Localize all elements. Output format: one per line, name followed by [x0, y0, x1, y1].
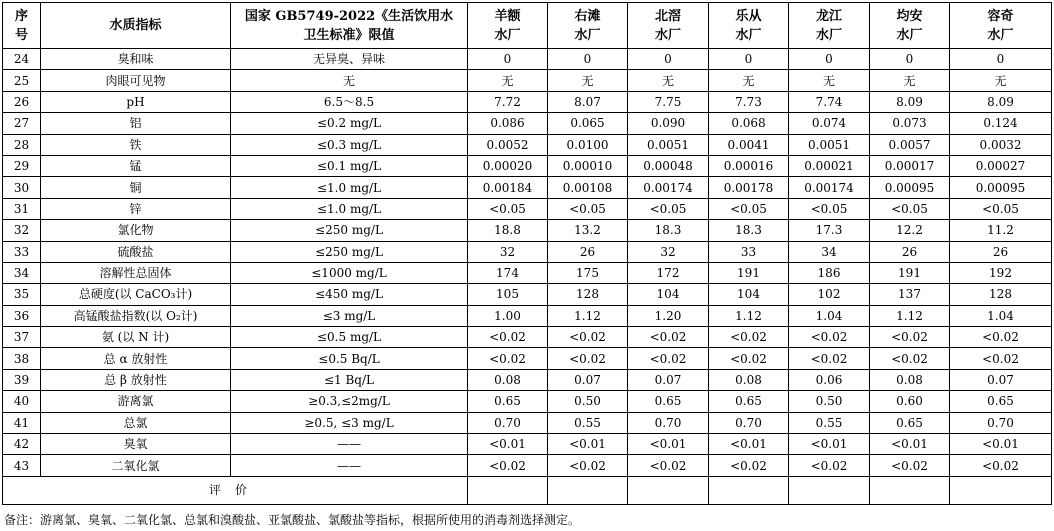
plant-value: 13.2	[548, 220, 628, 241]
plant-value: 0.00178	[709, 177, 789, 198]
table-row	[3, 198, 1052, 219]
indicator-name: 臭和味	[41, 49, 231, 70]
plant-value: 0.068	[709, 113, 789, 134]
plant-value: 18.3	[709, 220, 789, 241]
indicator-name: 硫酸盐	[41, 241, 231, 262]
plant-value: <0.02	[950, 455, 1052, 476]
plant-value: 18.3	[628, 220, 709, 241]
plant-value: 186	[789, 262, 870, 283]
plant-value: 0.60	[870, 391, 950, 412]
plant-value: <0.02	[870, 455, 950, 476]
plant-value: 0.00048	[628, 155, 709, 176]
plant-value: 0.65	[468, 391, 548, 412]
table-row	[3, 348, 1052, 369]
plant-value: 0.55	[548, 412, 628, 433]
plant-value: <0.01	[870, 434, 950, 455]
plant-value: 0.00021	[789, 155, 870, 176]
indicator-name: 总氯	[41, 412, 231, 433]
plant-value: 191	[709, 262, 789, 283]
plant-value: <0.05	[789, 198, 870, 219]
table-row	[3, 412, 1052, 433]
plant-value: 0	[548, 49, 628, 70]
indicator-name: 臭氧	[41, 434, 231, 455]
plant-value: <0.02	[950, 327, 1052, 348]
plant-value: <0.02	[709, 327, 789, 348]
plant-value: <0.01	[950, 434, 1052, 455]
plant-value: 1.12	[709, 305, 789, 326]
standard-limit: ≤0.2 mg/L	[231, 113, 468, 134]
plant-value: 17.3	[789, 220, 870, 241]
plant-value: 175	[548, 262, 628, 283]
table-row	[3, 305, 1052, 326]
footnote: 备注：游离氯、臭氧、二氧化氯、总氯和溴酸盐、亚氯酸盐、氯酸盐等指标，根据所使用的消毒剂选择测定。	[4, 513, 581, 527]
plant-value: 33	[709, 241, 789, 262]
plant-value: <0.01	[548, 434, 628, 455]
plant-value: 102	[789, 284, 870, 305]
indicator-name: 氨 (以 N 计)	[41, 327, 231, 348]
plant-value: 137	[870, 284, 950, 305]
indicator-name: 总硬度(以 CaCO₃计)	[41, 284, 231, 305]
header-row	[3, 3, 1052, 49]
indicator-name: 氯化物	[41, 220, 231, 241]
row-number: 42	[3, 434, 41, 455]
header-indicator: 水质指标	[41, 3, 231, 49]
plant-value: <0.02	[789, 455, 870, 476]
indicator-name: 铝	[41, 113, 231, 134]
row-number: 41	[3, 412, 41, 433]
standard-limit: ≤1000 mg/L	[231, 262, 468, 283]
table-row	[3, 220, 1052, 241]
row-number: 35	[3, 284, 41, 305]
indicator-name: 总 α 放射性	[41, 348, 231, 369]
plant-value: 无	[709, 70, 789, 91]
plant-value: 0.086	[468, 113, 548, 134]
table-row	[3, 434, 1052, 455]
plant-value: <0.05	[709, 198, 789, 219]
plant-value: 1.20	[628, 305, 709, 326]
plant-value: 0.090	[628, 113, 709, 134]
plant-value: <0.01	[468, 434, 548, 455]
plant-value: 128	[548, 284, 628, 305]
plant-value: 18.8	[468, 220, 548, 241]
plant-value: 0.0032	[950, 134, 1052, 155]
indicator-name: 高锰酸盐指数(以 O₂计)	[41, 305, 231, 326]
plant-value: 0.00095	[870, 177, 950, 198]
plant-value: 0.50	[548, 391, 628, 412]
row-number: 39	[3, 369, 41, 390]
plant-value: 26	[870, 241, 950, 262]
table-row	[3, 369, 1052, 390]
plant-value: <0.02	[950, 348, 1052, 369]
plant-value: 0.55	[789, 412, 870, 433]
plant-value: 0.065	[548, 113, 628, 134]
evaluation-cell	[709, 476, 789, 504]
plant-value: 0.074	[789, 113, 870, 134]
plant-value: 0.06	[789, 369, 870, 390]
plant-value: 174	[468, 262, 548, 283]
plant-value: 0.70	[628, 412, 709, 433]
indicator-name: 溶解性总固体	[41, 262, 231, 283]
standard-limit: ≤1.0 mg/L	[231, 198, 468, 219]
plant-value: 0.00010	[548, 155, 628, 176]
plant-value: 8.09	[870, 91, 950, 112]
water-quality-table	[2, 2, 1052, 505]
plant-value: <0.05	[950, 198, 1052, 219]
plant-value: 0.65	[950, 391, 1052, 412]
plant-value: 0.00027	[950, 155, 1052, 176]
table-row	[3, 262, 1052, 283]
plant-value: 0.00020	[468, 155, 548, 176]
standard-limit: ——	[231, 455, 468, 476]
plant-value: <0.02	[709, 348, 789, 369]
plant-value: 0.70	[468, 412, 548, 433]
row-number: 24	[3, 49, 41, 70]
row-number: 43	[3, 455, 41, 476]
plant-value: <0.02	[468, 348, 548, 369]
indicator-name: pH	[41, 91, 231, 112]
row-number: 25	[3, 70, 41, 91]
standard-limit: ≤1 Bq/L	[231, 369, 468, 390]
plant-value: 0.0057	[870, 134, 950, 155]
indicator-name: 总 β 放射性	[41, 369, 231, 390]
header-plant: 乐从 水厂	[709, 3, 789, 49]
plant-value: 104	[709, 284, 789, 305]
indicator-name: 锰	[41, 155, 231, 176]
row-number: 32	[3, 220, 41, 241]
header-plant: 北滘 水厂	[628, 3, 709, 49]
table-row	[3, 391, 1052, 412]
header-plant: 右滩 水厂	[548, 3, 628, 49]
plant-value: 0	[789, 49, 870, 70]
plant-value: 32	[468, 241, 548, 262]
plant-value: <0.02	[628, 455, 709, 476]
plant-value: <0.02	[468, 455, 548, 476]
plant-value: 0.70	[950, 412, 1052, 433]
indicator-name: 锌	[41, 198, 231, 219]
table-row	[3, 455, 1052, 476]
header-seq: 序 号	[3, 3, 41, 49]
standard-limit: ≤0.5 Bq/L	[231, 348, 468, 369]
plant-value: 1.12	[870, 305, 950, 326]
plant-value: 0.07	[950, 369, 1052, 390]
plant-value: <0.02	[468, 327, 548, 348]
plant-value: 无	[468, 70, 548, 91]
table-row	[3, 134, 1052, 155]
plant-value: <0.02	[628, 327, 709, 348]
plant-value: 0.00174	[628, 177, 709, 198]
plant-value: 11.2	[950, 220, 1052, 241]
plant-value: 0	[628, 49, 709, 70]
plant-value: 0.50	[789, 391, 870, 412]
standard-limit: ≤250 mg/L	[231, 241, 468, 262]
indicator-name: 游离氯	[41, 391, 231, 412]
header-plant: 均安 水厂	[870, 3, 950, 49]
plant-value: <0.01	[789, 434, 870, 455]
row-number: 40	[3, 391, 41, 412]
plant-value: 0.65	[628, 391, 709, 412]
plant-value: 0.70	[709, 412, 789, 433]
plant-value: 0.65	[709, 391, 789, 412]
plant-value: 1.12	[548, 305, 628, 326]
plant-value: 0.00184	[468, 177, 548, 198]
plant-value: 0	[468, 49, 548, 70]
table-row	[3, 155, 1052, 176]
plant-value: <0.01	[628, 434, 709, 455]
plant-value: 128	[950, 284, 1052, 305]
evaluation-cell	[789, 476, 870, 504]
table-row	[3, 327, 1052, 348]
plant-value: 0.124	[950, 113, 1052, 134]
row-number: 27	[3, 113, 41, 134]
plant-value: 26	[548, 241, 628, 262]
plant-value: 0.08	[468, 369, 548, 390]
row-number: 36	[3, 305, 41, 326]
standard-limit: 无	[231, 70, 468, 91]
plant-value: <0.02	[789, 348, 870, 369]
plant-value: 105	[468, 284, 548, 305]
plant-value: 0.00095	[950, 177, 1052, 198]
evaluation-label: 评价	[3, 476, 468, 504]
plant-value: 8.07	[548, 91, 628, 112]
indicator-name: 二氧化氯	[41, 455, 231, 476]
table-row	[3, 70, 1052, 91]
plant-value: 0.07	[628, 369, 709, 390]
standard-limit: ≤0.1 mg/L	[231, 155, 468, 176]
plant-value: 7.74	[789, 91, 870, 112]
indicator-name: 铜	[41, 177, 231, 198]
plant-value: 0.0051	[628, 134, 709, 155]
plant-value: 0.00174	[789, 177, 870, 198]
plant-value: <0.02	[789, 327, 870, 348]
plant-value: <0.02	[870, 348, 950, 369]
plant-value: 0.65	[870, 412, 950, 433]
plant-value: 0	[709, 49, 789, 70]
plant-value: <0.05	[870, 198, 950, 219]
header-plant: 羊额 水厂	[468, 3, 548, 49]
row-number: 26	[3, 91, 41, 112]
plant-value: <0.02	[548, 327, 628, 348]
plant-value: 1.04	[789, 305, 870, 326]
plant-value: <0.02	[628, 348, 709, 369]
plant-value: 0	[950, 49, 1052, 70]
plant-value: 无	[548, 70, 628, 91]
plant-value: 无	[789, 70, 870, 91]
plant-value: 0.0051	[789, 134, 870, 155]
plant-value: <0.02	[709, 455, 789, 476]
plant-value: 12.2	[870, 220, 950, 241]
plant-value: 34	[789, 241, 870, 262]
plant-value: 104	[628, 284, 709, 305]
row-number: 33	[3, 241, 41, 262]
evaluation-cell	[468, 476, 548, 504]
standard-limit: 6.5～8.5	[231, 91, 468, 112]
standard-limit: ≤450 mg/L	[231, 284, 468, 305]
standard-limit: ——	[231, 434, 468, 455]
plant-value: 7.72	[468, 91, 548, 112]
plant-value: <0.01	[709, 434, 789, 455]
indicator-name: 肉眼可见物	[41, 70, 231, 91]
plant-value: 0.08	[870, 369, 950, 390]
standard-limit: 无异臭、异味	[231, 49, 468, 70]
table-row	[3, 49, 1052, 70]
plant-value: 0.073	[870, 113, 950, 134]
plant-value: 192	[950, 262, 1052, 283]
row-number: 29	[3, 155, 41, 176]
standard-limit: ≤3 mg/L	[231, 305, 468, 326]
plant-value: 32	[628, 241, 709, 262]
plant-value: 无	[870, 70, 950, 91]
row-number: 28	[3, 134, 41, 155]
table-row	[3, 177, 1052, 198]
plant-value: 0.00017	[870, 155, 950, 176]
table-row	[3, 241, 1052, 262]
plant-value: <0.02	[870, 327, 950, 348]
plant-value: 26	[950, 241, 1052, 262]
plant-value: 172	[628, 262, 709, 283]
plant-value: <0.05	[548, 198, 628, 219]
header-plant: 龙江 水厂	[789, 3, 870, 49]
plant-value: 7.75	[628, 91, 709, 112]
plant-value: 0.08	[709, 369, 789, 390]
header-plant: 容奇 水厂	[950, 3, 1052, 49]
evaluation-cell	[548, 476, 628, 504]
plant-value: 无	[628, 70, 709, 91]
standard-limit: ≥0.3,≤2mg/L	[231, 391, 468, 412]
table-row	[3, 284, 1052, 305]
evaluation-cell	[870, 476, 950, 504]
plant-value: 1.00	[468, 305, 548, 326]
standard-limit: ≤250 mg/L	[231, 220, 468, 241]
table-row	[3, 91, 1052, 112]
plant-value: 8.09	[950, 91, 1052, 112]
standard-limit: ≤1.0 mg/L	[231, 177, 468, 198]
plant-value: 0.00108	[548, 177, 628, 198]
plant-value: 7.73	[709, 91, 789, 112]
plant-value: <0.02	[548, 348, 628, 369]
plant-value: 0.0052	[468, 134, 548, 155]
row-number: 34	[3, 262, 41, 283]
row-number: 38	[3, 348, 41, 369]
row-number: 30	[3, 177, 41, 198]
plant-value: 0.0041	[709, 134, 789, 155]
row-number: 37	[3, 327, 41, 348]
plant-value: 0.07	[548, 369, 628, 390]
row-number: 31	[3, 198, 41, 219]
plant-value: 无	[950, 70, 1052, 91]
header-standard: 国家 GB5749-2022《生活饮用水 卫生标准》限值	[231, 3, 468, 49]
standard-limit: ≤0.3 mg/L	[231, 134, 468, 155]
evaluation-row	[3, 476, 1052, 504]
plant-value: 191	[870, 262, 950, 283]
evaluation-cell	[628, 476, 709, 504]
standard-limit: ≤0.5 mg/L	[231, 327, 468, 348]
plant-value: <0.05	[468, 198, 548, 219]
plant-value: 0	[870, 49, 950, 70]
table-row	[3, 113, 1052, 134]
plant-value: 0.00016	[709, 155, 789, 176]
plant-value: <0.02	[548, 455, 628, 476]
plant-value: 1.04	[950, 305, 1052, 326]
table-body	[3, 49, 1052, 477]
standard-limit: ≥0.5, ≤3 mg/L	[231, 412, 468, 433]
plant-value: <0.05	[628, 198, 709, 219]
plant-value: 0.0100	[548, 134, 628, 155]
indicator-name: 铁	[41, 134, 231, 155]
evaluation-cell	[950, 476, 1052, 504]
